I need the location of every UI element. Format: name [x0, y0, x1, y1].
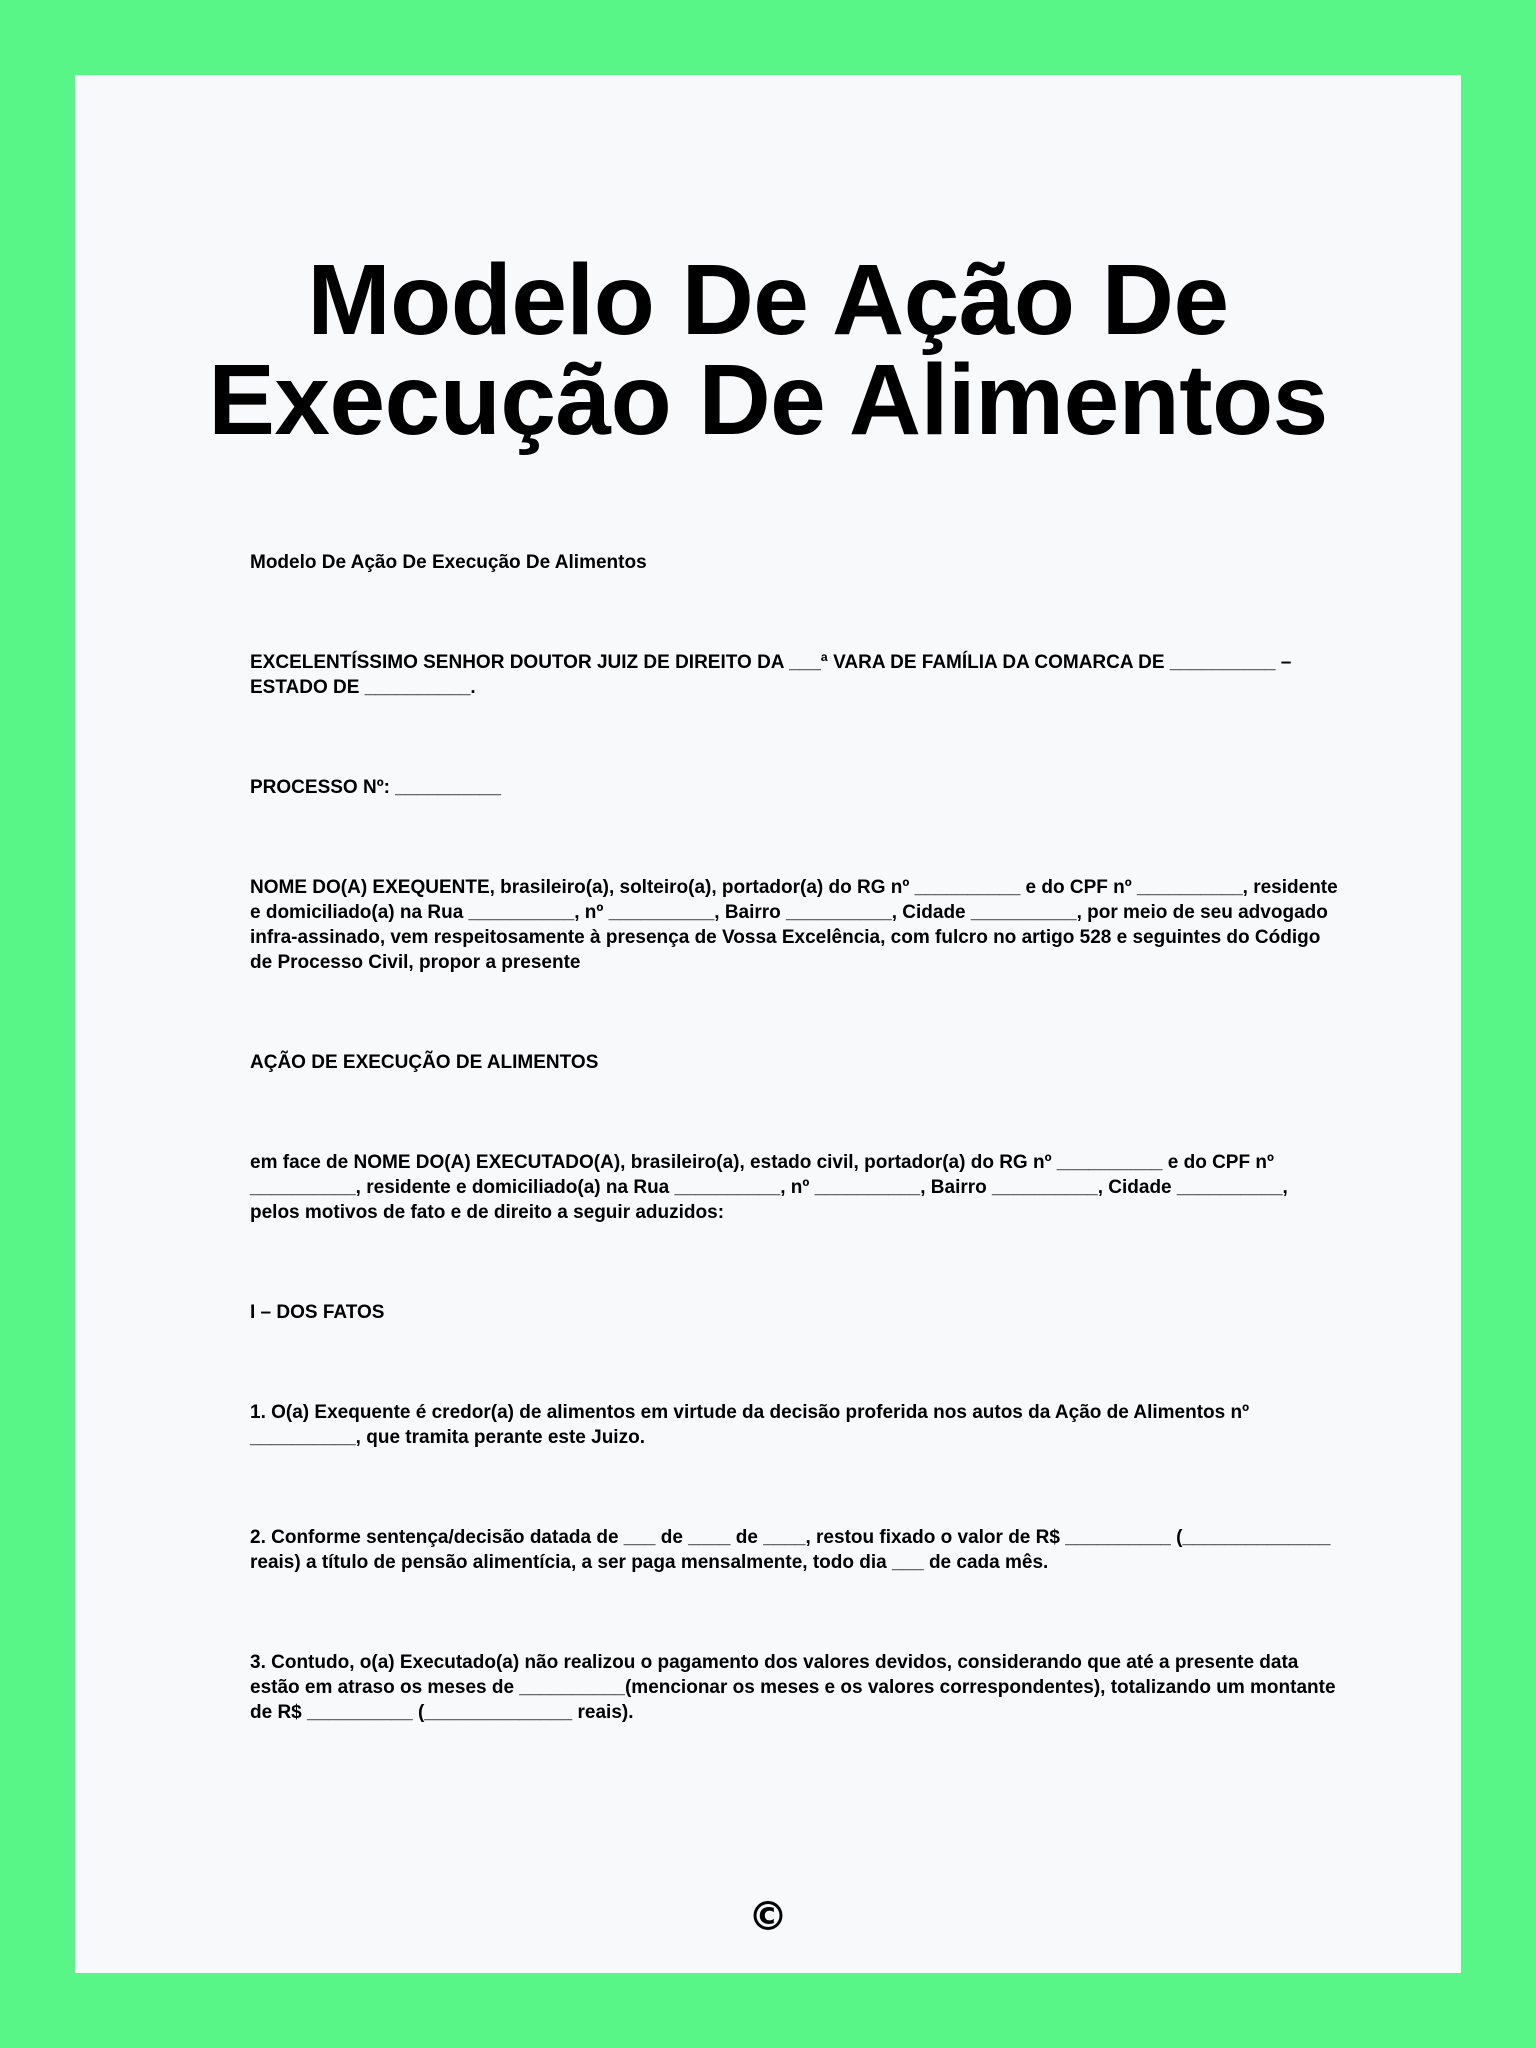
defendant-paragraph: em face de NOME DO(A) EXECUTADO(A), brasileiro(a), estado civil, portador(a) do RG nº __________ e do CPF nº __________, residente e domiciliado(a) na Rua __________, nº __________, Bairro __________, Cidade __________, pelos motivos de fato e de direito a seguir aduzidos:	[250, 1152, 1288, 1223]
section-heading-facts: I – DOS FATOS	[250, 1302, 385, 1323]
document-body	[250, 550, 1340, 1800]
document-page	[75, 75, 1461, 1973]
document-subtitle: Modelo De Ação De Execução De Alimentos	[250, 552, 647, 573]
title-line-1: Modelo De Ação De	[307, 244, 1229, 356]
fact-item-3: 3. Contudo, o(a) Executado(a) não realizou o pagamento dos valores devidos, considerando que até a presente data estão em atraso os meses de __________(mencionar os meses e os valores correspondentes), totalizando um montante de R$ __________ (______________ reais).	[250, 1652, 1336, 1723]
copyright-icon: ©	[748, 1894, 788, 1940]
process-number: PROCESSO Nº: __________	[250, 777, 501, 798]
fact-item-2: 2. Conforme sentença/decisão datada de ___ de ____ de ____, restou fixado o valor de R$ __________ (______________ reais) a título de pensão alimentícia, a ser paga mensalmente, todo dia ___ de cada mês.	[250, 1527, 1331, 1573]
plaintiff-paragraph: NOME DO(A) EXEQUENTE, brasileiro(a), solteiro(a), portador(a) do RG nº __________ e do CPF nº __________, residente e domiciliado(a) na Rua __________, nº __________, Bairro __________, Cidade __________, por meio de seu advogado infra-assinado, vem respeitosamente à presença de Vossa Excelência, com fulcro no artigo 528 e seguintes do Código de Processo Civil, propor a presente	[250, 877, 1338, 973]
fact-item-1: 1. O(a) Exequente é credor(a) de alimentos em virtude da decisão proferida nos autos da Ação de Alimentos nº __________, que tramita perante este Juizo.	[250, 1402, 1250, 1448]
page-title	[75, 244, 1461, 456]
addressee-paragraph: EXCELENTÍSSIMO SENHOR DOUTOR JUIZ DE DIREITO DA ___ª VARA DE FAMÍLIA DA COMARCA DE __________ – ESTADO DE __________.	[250, 652, 1292, 698]
action-heading: AÇÃO DE EXECUÇÃO DE ALIMENTOS	[250, 1052, 599, 1073]
title-line-2: Execução De Alimentos	[208, 344, 1328, 456]
